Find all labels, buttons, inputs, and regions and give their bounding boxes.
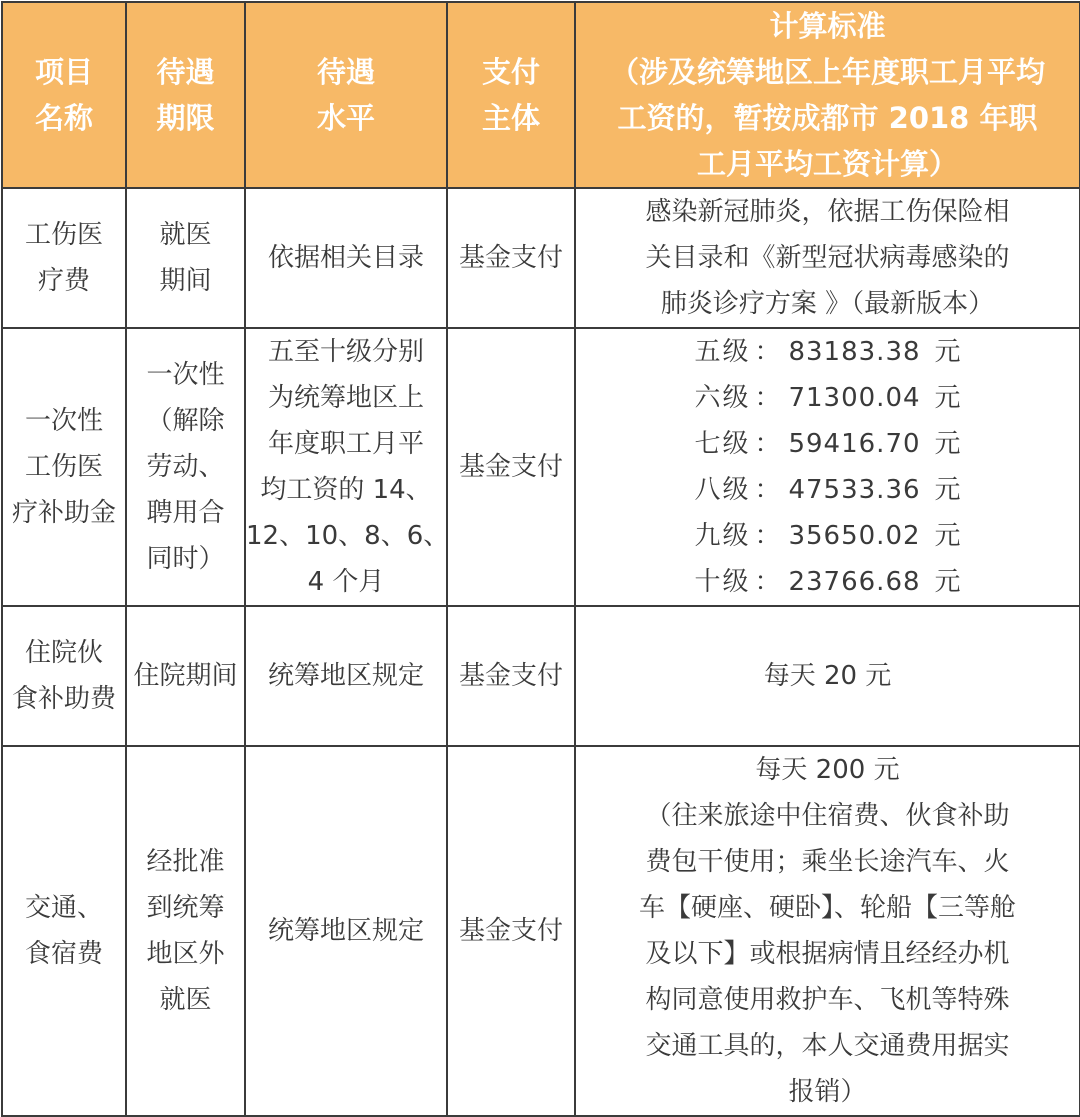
grade-amount-row: 五级 ： 83183.38 元 [694, 337, 961, 367]
table-row [2, 746, 1080, 1116]
cell-benefit-level: 依据相关目录 [245, 188, 447, 328]
table-row [2, 606, 1080, 746]
cell-item-name: 交通、 食宿费 [2, 746, 126, 1116]
cell-calculation-standard: 每天 200 元 （往来旅途中住宿费、伙食补助 费包干使用；乘坐长途汽车、火 车【硬座、硬卧】、轮船【三等舱 及以下】或根据病情且经经办机 构同意使用救护车、飞机等特殊 交通工具的，本人交通费用据实 报销） [575, 746, 1080, 1116]
table-header-row [2, 2, 1080, 188]
cell-benefit-level: 五至十级分别 为统筹地区上 年度职工月平 均工资的 14、 12、10、8、6、 4 个月 [245, 328, 447, 606]
grade-amount-row: 七级 ： 59416.70 元 [694, 429, 961, 459]
cell-benefit-period: 一次性 （解除 劳动、 聘用合 同时） [126, 328, 245, 606]
cell-item-name: 住院伙 食补助费 [2, 606, 126, 746]
header-item-name: 项目 名称 [2, 2, 126, 188]
cell-benefit-period: 经批准 到统筹 地区外 就医 [126, 746, 245, 1116]
cell-payer: 基金支付 [447, 606, 575, 746]
grade-amount-row: 八级 ： 47533.36 元 [694, 475, 961, 505]
table-row [2, 328, 1080, 606]
cell-calculation-standard [575, 328, 1080, 606]
cell-item-name: 一次性 工伤医 疗补助金 [2, 328, 126, 606]
benefits-table [1, 1, 1080, 1117]
cell-benefit-level: 统筹地区规定 [245, 746, 447, 1116]
grade-amount-row: 六级 ： 71300.04 元 [694, 383, 961, 413]
header-benefit-period: 待遇 期限 [126, 2, 245, 188]
cell-benefit-period: 住院期间 [126, 606, 245, 746]
header-payer: 支付 主体 [447, 2, 575, 188]
table-row [2, 188, 1080, 328]
cell-calculation-standard: 每天 20 元 [575, 606, 1080, 746]
cell-payer: 基金支付 [447, 746, 575, 1116]
grade-amount-row: 九级 ： 35650.02 元 [694, 521, 961, 551]
header-benefit-level: 待遇 水平 [245, 2, 447, 188]
cell-payer: 基金支付 [447, 188, 575, 328]
grade-amount-row: 十级 ： 23766.68 元 [694, 567, 961, 597]
cell-calculation-standard: 感染新冠肺炎，依据工伤保险相 关目录和《新型冠状病毒感染的 肺炎诊疗方案 》（最新版本） [575, 188, 1080, 328]
header-calculation-standard: 计算标准 （涉及统筹地区上年度职工月平均 工资的，暂按成都市 2018 年职 工月平均工资计算） [575, 2, 1080, 188]
cell-item-name: 工伤医 疗费 [2, 188, 126, 328]
cell-benefit-level: 统筹地区规定 [245, 606, 447, 746]
cell-payer: 基金支付 [447, 328, 575, 606]
document-page [0, 1, 1080, 1117]
cell-benefit-period: 就医 期间 [126, 188, 245, 328]
